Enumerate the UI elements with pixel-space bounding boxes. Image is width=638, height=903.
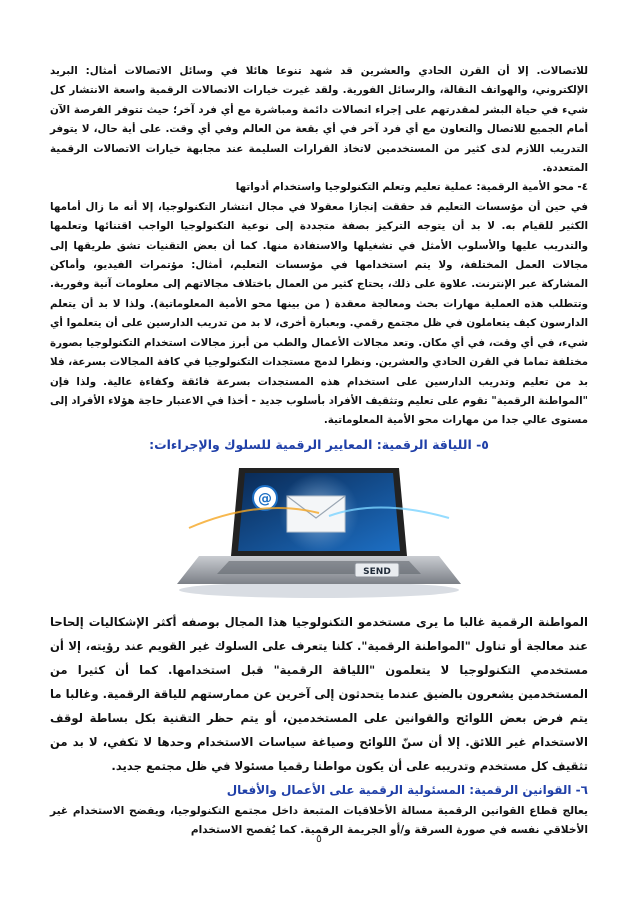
paragraph-digital-literacy: في حين أن مؤسسات التعليم قد حققت إنجازا معقولا في مجال انتشار التكنولوجيا، إلا أنه ما زال أمامها الكثير للقيام به. لا بد أن يتوجه التركيز بصفة متجددة إلى نوعية التكنولوجيا الواجب اقتنائها وتعلمها والتدريب عليها والأسلوب الأمثل في تشغيلها والاستفادة منها. كما أن بعض التقنيات تشق طريقها إلى مجالات العمل المختلفة، ولا يتم استخدامها في مؤسسات التعليم، أمثال: مؤتمرات الفيديو، وأماكن المشاركة عبر الإنترنت. علاوة على ذلك، يحتاج كثير من العمال باختلاف مجالاتهم إلى معلومات آنية وفورية. وتتطلب هذه العملية مهارات بحث ومعالجة معقدة ( من بينها محو الأمية المعلوماتية). ولذا لا بد أن يتعلم الدارسون كيف يتعاملون في ظل مجتمع رقمي. وبعبارة أخرى، لا بد من تدريب الدارسين على أن يتعلموا أي شيء، في أي وقت، في أي مكان. وتعد مجالات الأعمال والطب من أبرز مجالات استخدام التكنولوجيا بصورة مختلفة تماما في القرن الحادي والعشرين. ونظرا لدمج مستجدات التكنولوجيا في كافة المجالات بسرعة، فلا بد من تعليم وتدريب الدارسين على استخدام هذه المستجدات بسرعة فائقة وكفاءة عالية. ولذا فإن "المواطنة الرقمية" تقوم على تعليم وتثقيف الأفراد بأسلوب جديد - أخذا في الاعتبار حاجة هؤلاء الأفراد إلى مستوى عالي جدا من مهارات محو الأمية المعلوماتية. xyxy=(50,200,588,427)
page-number: ٥ xyxy=(316,832,322,845)
paragraph-digital-communication: للاتصالات. إلا أن القرن الحادي والعشرين قد شهد تنوعا هائلا في وسائل الاتصالات أمثال: البريد الإلكتروني، والهواتف النقالة، والرسائل الفورية. ولقد غيرت خيارات الاتصالات الرقمية واسعة الانتشار كل شيء في حياة البشر لمقدرتهم على إجراء اتصالات دائمة ومباشرة مع أي فرد آخر؛ حيث تتوفر الفرصة الآن أمام الجميع للاتصال والتعاون مع أي فرد آخر في أي بقعة من العالم وفي أي وقت. على أية حال، لا يتوفر التدريب اللازم لدى كثير من المستخدمين لاتخاذ القرارات السليمة عند مجابهة خيارات الاتصالات الرقمية المتعددة. xyxy=(50,65,588,175)
body-text-block xyxy=(50,62,588,431)
laptop-email-illustration xyxy=(169,458,469,598)
body-text-block-2 xyxy=(50,610,588,778)
at-symbol-text: @ xyxy=(258,490,272,507)
paragraph-digital-law: يعالج قطاع القوانين الرقمية مسالة الأخلاقيات المتبعة داخل مجتمع التكنولوجيا، ويفضح الاستخدام غير الأخلاقي نفسه في صورة السرقة و/أو الجريمة الرقمية. كما يُفصح الاستخدام xyxy=(50,804,588,836)
laptop-illustration-svg xyxy=(169,458,469,598)
send-key xyxy=(355,563,399,577)
section-5-heading: ٥- اللياقة الرقمية: المعايير الرقمية للسلوك والإجراءات: xyxy=(149,436,489,452)
section-4-heading: ٤- محو الأمية الرقمية: عملية تعليم وتعلم التكنولوجيا واستخدام أدواتها xyxy=(235,181,588,194)
paragraph-digital-etiquette: المواطنة الرقمية غالبا ما يرى مستخدمو التكنولوجيا هذا المجال بوصفه أكثر الإشكاليات إلحاحا عند معالجة أو تناول "المواطنة الرقمية". كلنا يتعرف على السلوك غير القويم عند رؤيته، إلا أن مستخدمي التكنولوجيا لا يتعلمون "اللياقة الرقمية" قبل استخدامها. كما أن كثيرا من المستخدمين يشعرون بالضيق عندما يتحدثون إلى آخرين عن ممارستهم للياقة الرقمية. وغالبا ما يتم فرض بعض اللوائح والقوانين على المستخدمين، أو يتم حظر التقنية بكل بساطة لوقف الاستخدام غير اللائق. إلا أن سنّ اللوائح وصياغة سياسات الاستخدام وحدها لا تكفي، لا بد من تثقيف كل مستخدم وتدريبه على أن يكون مواطنا رقميا مسئولا في ظل مجتمع جديد. xyxy=(50,614,588,773)
section-6-heading: ٦- القوانين الرقمية: المسئولية الرقمية على الأعمال والأفعال xyxy=(226,782,588,797)
send-key-label: SEND xyxy=(363,566,391,577)
at-sign-icon xyxy=(253,486,277,510)
